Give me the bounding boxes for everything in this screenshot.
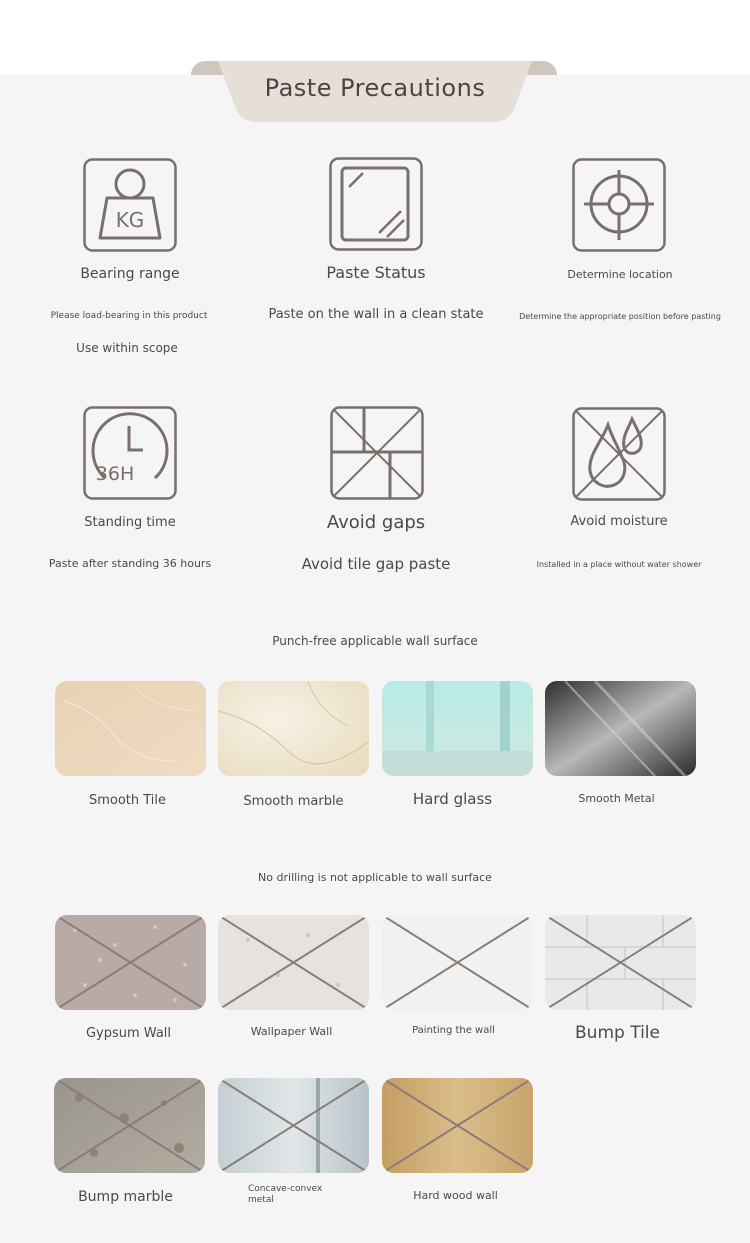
- not-applicable-label-hard-wood: Hard wood wall: [413, 1189, 498, 1202]
- precaution-desc-bearing-2: Use within scope: [76, 341, 178, 355]
- clock-36h-icon: [83, 406, 177, 500]
- precaution-title-location: Determine location: [567, 268, 673, 281]
- not-applicable-label-wallpaper: Wallpaper Wall: [250, 1025, 333, 1038]
- wallpaper-wall-swatch: [218, 915, 369, 1010]
- applicable-label-smooth-marble: Smooth marble: [243, 794, 344, 809]
- precaution-desc-status: Paste on the wall in a clean state: [268, 307, 484, 322]
- tile-gap-icon: [330, 406, 424, 500]
- not-applicable-heading: No drilling is not applicable to wall surface: [258, 871, 492, 884]
- bump-marble-swatch: [54, 1078, 205, 1173]
- precaution-title-standing: Standing time: [84, 515, 176, 530]
- painting-wall-swatch: [382, 915, 533, 1010]
- precaution-title-status: Paste Status: [326, 263, 426, 282]
- precaution-desc-gaps: Avoid tile gap paste: [301, 555, 451, 573]
- precaution-desc-location: Determine the appropriate position before pasting: [519, 312, 721, 321]
- 36h-label: 36H: [95, 463, 135, 485]
- smooth-marble-swatch: [218, 681, 369, 776]
- not-applicable-label-bump-tile: Bump Tile: [575, 1023, 660, 1043]
- bump-tile-swatch: [545, 915, 696, 1010]
- concave-label-line-1: Concave-convex: [248, 1184, 323, 1194]
- precaution-title-bearing: Bearing range: [80, 266, 180, 282]
- gypsum-wall-swatch: [55, 915, 206, 1010]
- not-applicable-label-concave-metal: [248, 1184, 368, 1206]
- no-moisture-icon: [572, 407, 666, 501]
- target-location-icon: [572, 158, 666, 252]
- not-applicable-label-gypsum: Gypsum Wall: [85, 1026, 172, 1041]
- concave-convex-metal-swatch: [218, 1078, 369, 1173]
- precaution-desc-bearing: Please load-bearing in this product: [50, 311, 208, 321]
- kg-label: KG: [115, 208, 145, 232]
- precaution-title-moisture: Avoid moisture: [570, 514, 668, 529]
- concave-label-line-2: metal: [248, 1195, 274, 1205]
- applicable-label-smooth-metal: Smooth Metal: [578, 792, 655, 805]
- smooth-tile-swatch: [55, 681, 206, 776]
- smooth-metal-swatch: [545, 681, 696, 776]
- not-applicable-label-bump-marble: Bump marble: [78, 1189, 173, 1205]
- page-title: Paste Precautions: [264, 74, 486, 102]
- precaution-desc-moisture: Installed in a place without water shower: [536, 560, 702, 569]
- hard-glass-swatch: [382, 681, 533, 776]
- not-applicable-label-painting: Painting the wall: [412, 1025, 495, 1036]
- precaution-title-gaps: Avoid gaps: [326, 512, 426, 533]
- precaution-desc-standing: Paste after standing 36 hours: [48, 557, 212, 570]
- applicable-label-smooth-tile: Smooth Tile: [88, 793, 167, 808]
- hard-wood-wall-swatch: [382, 1078, 533, 1173]
- kg-weight-icon: [83, 158, 177, 252]
- glass-pane-icon: [329, 157, 423, 251]
- applicable-heading: Punch-free applicable wall surface: [272, 634, 478, 648]
- applicable-label-hard-glass: Hard glass: [412, 790, 493, 808]
